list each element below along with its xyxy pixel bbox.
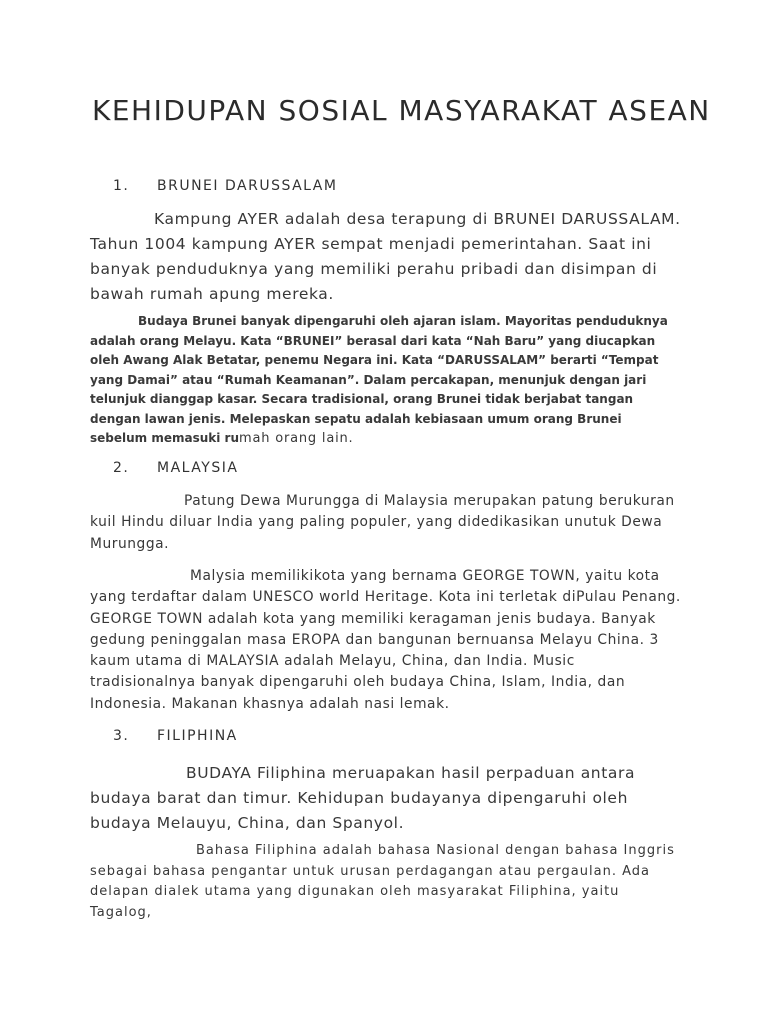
section-number: 3.	[113, 728, 130, 744]
document-title: KEHIDUPAN SOSIAL MASYARAKAT ASEAN	[92, 94, 711, 127]
section-title: FILIPHINA	[157, 728, 238, 744]
paragraph: BUDAYA Filiphina meruapakan hasil perpaduan antara budaya barat dan timur. Kehidupan budayanya dipengaruhi oleh budaya Melauyu, China, dan Spanyol.	[90, 764, 636, 832]
paragraph-bold-text: Budaya Brunei banyak dipengaruhi oleh ajaran islam. Mayoritas penduduknya adalah orang Melayu. Kata “BRUNEI” berasal dari kata “Nah Baru” yang diucapkan oleh Awang Alak Betatar, penemu Negara ini. Kata “DARUSSALAM” berarti “Tempat yang Damai” atau “Rumah Keamanan”. Dalam percakapan, menunjuk dengan jari telunjuk dianggap kasar. Secara tradisional, orang Brunei tidak berjabat tangan dengan lawan jenis. Melepaskan sepatu adalah kebiasaan umum orang Brunei sebelum memasuki ru	[90, 314, 668, 445]
paragraph: Kampung AYER adalah desa terapung di BRUNEI DARUSSALAM. Tahun 1004 kampung AYER sempat menjadi pemerintahan. Saat ini banyak penduduknya yang memiliki perahu pribadi dan disimpan di bawah rumah apung mereka.	[90, 210, 681, 303]
paragraph-bold	[90, 312, 682, 449]
paragraph: Patung Dewa Murungga di Malaysia merupakan patung berukuran kuil Hindu diluar India yang paling populer, yang didedikasikan unutuk Dewa Murungga.	[90, 493, 675, 552]
paragraph-tail: mah orang lain.	[239, 431, 354, 446]
section-heading-malaysia	[113, 460, 238, 476]
section-title: BRUNEI DARUSSALAM	[157, 178, 338, 194]
section-title: MALAYSIA	[157, 460, 239, 476]
paragraph: Malysia memilikikota yang bernama GEORGE TOWN, yaitu kota yang terdaftar dalam UNESCO world Heritage. Kota ini terletak diPulau Penang. GEORGE TOWN adalah kota yang memiliki keragaman jenis budaya. Banyak gedung peninggalan masa EROPA dan bangunan bernuansa Melayu China. 3 kaum utama di MALAYSIA adalah Melayu, China, dan India. Music tradisionalnya banyak dipengaruhi oleh budaya China, Islam, India, dan Indonesia. Makanan khasnya adalah nasi lemak.	[90, 568, 681, 712]
section-heading-filiphina	[113, 728, 238, 744]
section-number: 1.	[113, 178, 130, 194]
paragraph: Bahasa Filiphina adalah bahasa Nasional dengan bahasa Inggris sebagai bahasa pengantar untuk urusan perdagangan atau pergaulan. Ada delapan dialek utama yang digunakan oleh masyarakat Filiphina, yaitu Tagalog,	[90, 843, 675, 921]
section-number: 2.	[113, 460, 130, 476]
section-heading-brunei	[113, 178, 337, 194]
